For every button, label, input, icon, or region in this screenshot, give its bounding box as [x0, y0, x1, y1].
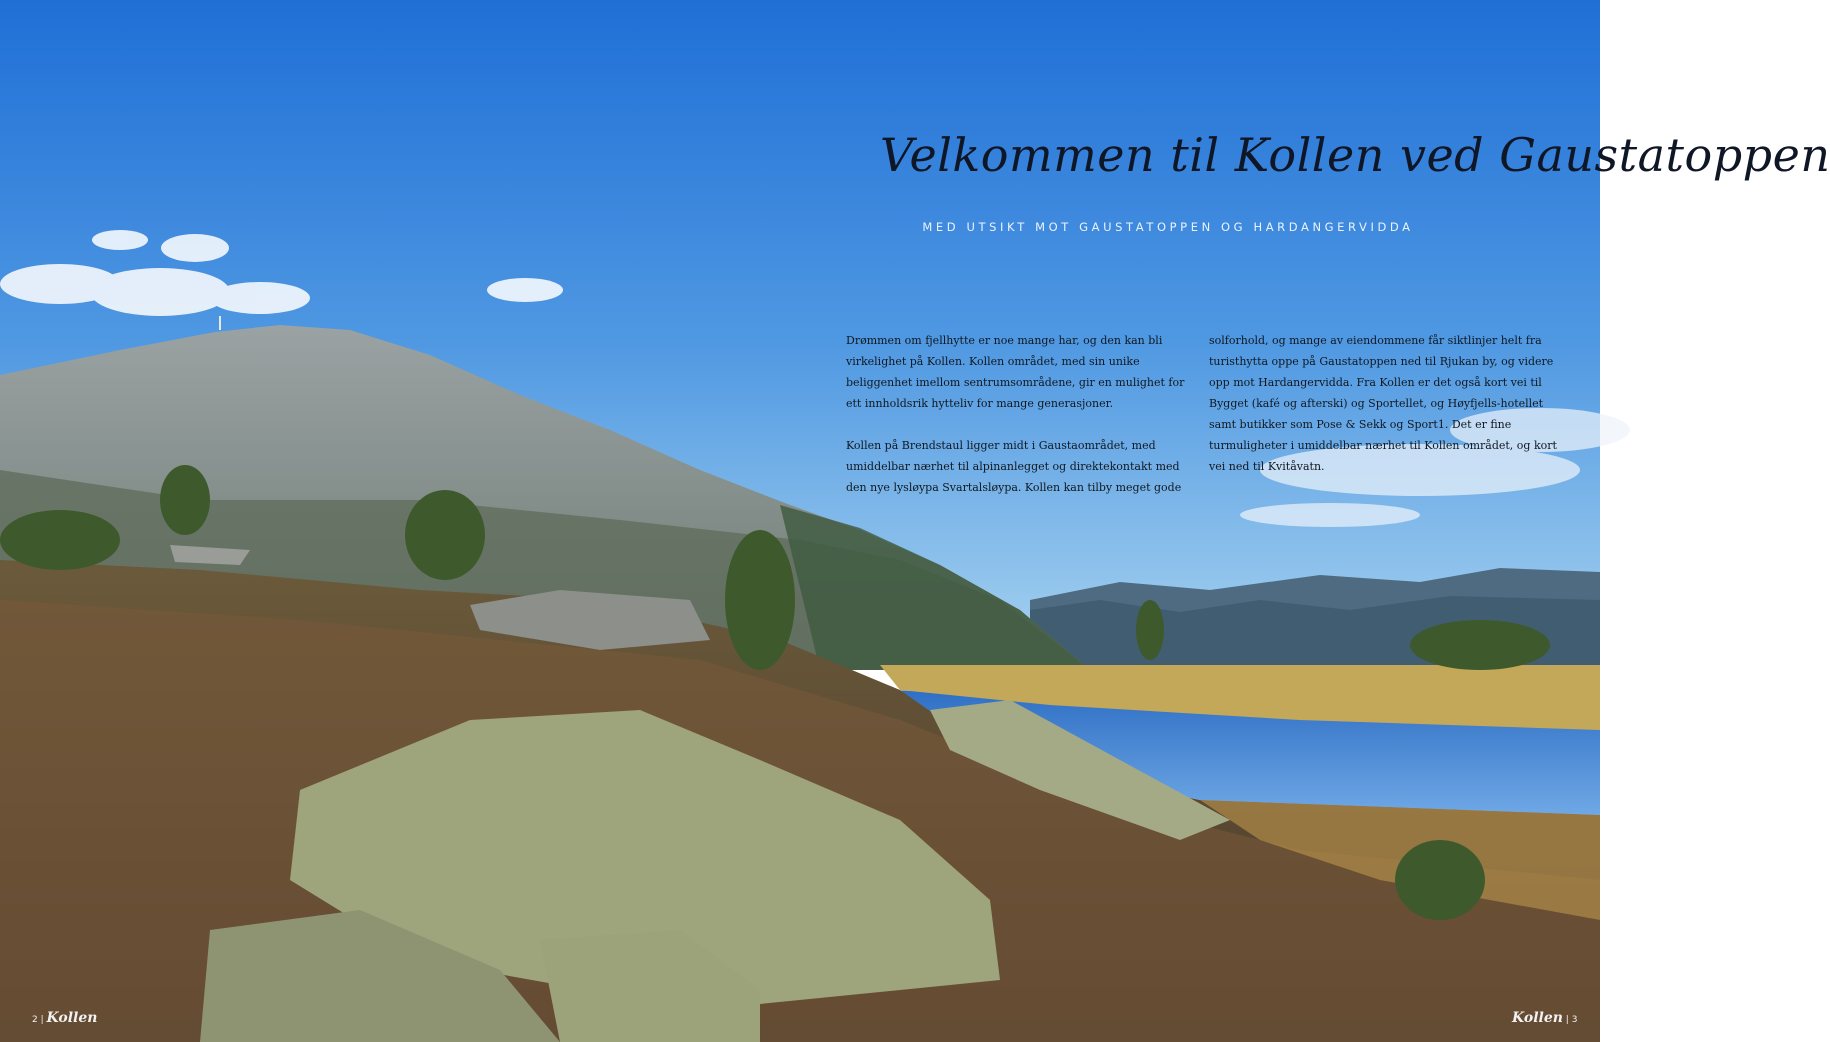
page-number: 2 [32, 1015, 38, 1025]
paragraph: Kollen på Brendstaul ligger midt i Gaustaområdet, med umiddelbar nærhet til alpinanlegget og direktekontakt med den nye lysløypa Svartalsløypa. Kollen kan tilby meget gode [846, 439, 1182, 494]
folio-separator: | [1565, 1015, 1569, 1025]
folio-left [32, 1010, 97, 1026]
text-column-right [1209, 330, 1559, 498]
text-column-left [846, 330, 1196, 519]
page-title: Velkommen til Kollen ved Gaustatoppen [880, 128, 1830, 182]
paragraph: solforhold, og mange av eiendommene får siktlinjer helt fra turisthytta oppe på Gaustatoppen ned til Rjukan by, og videre opp mot Hardangervidda. Fra Kollen er det også kort vei til Bygget (kafé og afterski) og Sportellet, og Høyfjells-hotellet samt butikker som Pose & Sekk og Sport1. Det er fine turmuligheter i umiddelbar nærhet til Kollen området, og kort vei ned til Kvitåvatn. [1209, 334, 1557, 473]
page-number: 3 [1571, 1015, 1578, 1025]
page-subtitle: MED UTSIKT MOT GAUSTATOPPEN OG HARDANGERVIDDA [922, 220, 1414, 234]
kollen-logo: Kollen [1512, 1010, 1563, 1026]
paragraph: Drømmen om fjellhytte er noe mange har, og den kan bli virkelighet på Kollen. Kollen området, med sin unike beliggenhet imellom sentrumsområdene, gir en mulighet for ett innholdsrik hytteliv for mange generasjoner. [846, 334, 1185, 410]
kollen-logo: Kollen [46, 1010, 98, 1026]
folio-separator: | [40, 1015, 44, 1025]
folio-right [1512, 1010, 1577, 1026]
